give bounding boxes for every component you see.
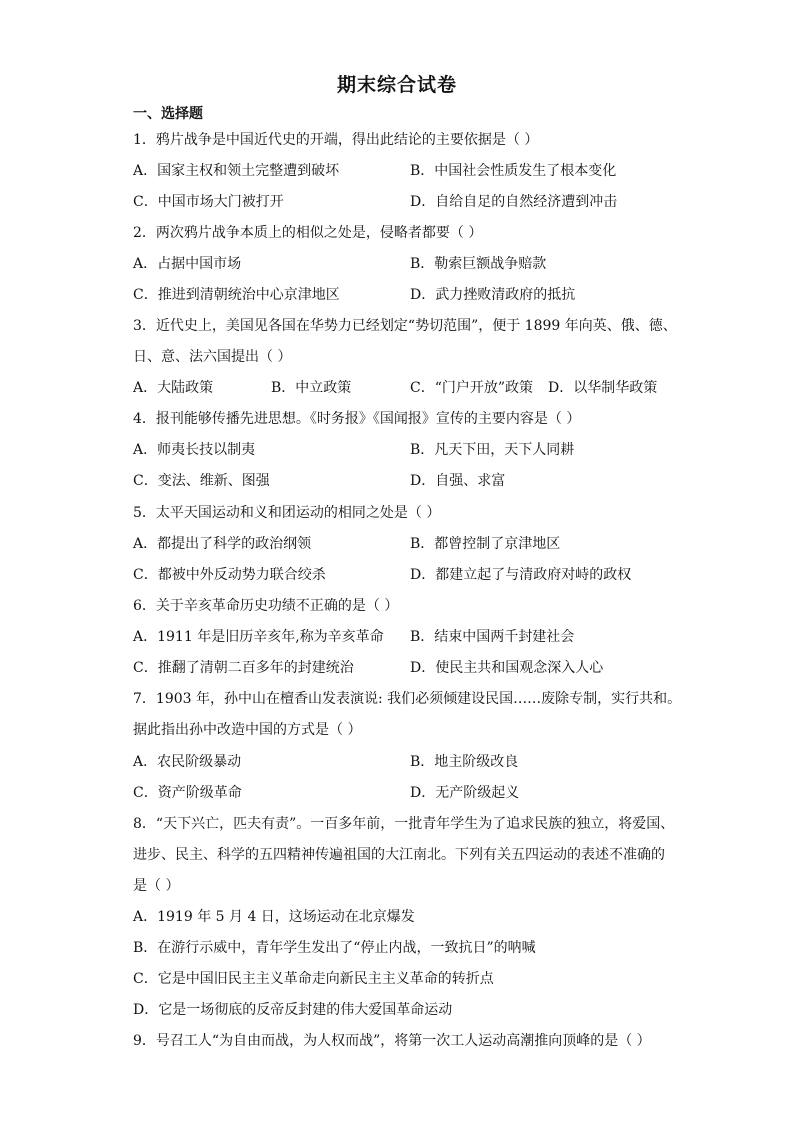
question-3-option-c[interactable]: C．“门户开放”政策	[410, 380, 534, 396]
page-title: 期末综合试卷	[336, 74, 457, 96]
question-3-option-b[interactable]: B．中立政策	[271, 380, 352, 396]
question-3-stem-line-2: 日、意、法六国提出（ ）	[133, 349, 292, 365]
question-7-option-b[interactable]: B．地主阶级改良	[410, 754, 519, 770]
question-8-option-c[interactable]: C．它是中国旧民主主义革命走向新民主主义革命的转折点	[133, 971, 494, 987]
question-6-option-c[interactable]: C．推翻了清朝二百多年的封建统治	[133, 660, 354, 676]
question-1-option-d[interactable]: D．自给自足的自然经济遭到冲击	[410, 194, 618, 210]
question-5-option-b[interactable]: B．都曾控制了京津地区	[410, 536, 561, 552]
question-2-option-a[interactable]: A．占据中国市场	[133, 256, 242, 272]
question-7-option-d[interactable]: D．无产阶级起义	[410, 785, 520, 801]
question-5-stem: 5．太平天国运动和义和团运动的相同之处是（ ）	[133, 505, 441, 521]
question-4-stem: 4．报刊能够传播先进思想。《时务报》《国闻报》宣传的主要内容是（ ）	[133, 411, 581, 427]
question-8-stem-line-2: 进步、民主、科学的五四精神传遍祖国的大江南北。下列有关五四运动的表述不准确的	[133, 847, 665, 863]
question-5-option-d[interactable]: D．都建立起了与清政府对峙的政权	[410, 567, 632, 583]
question-4-option-c[interactable]: C．变法、维新、图强	[133, 473, 270, 489]
question-7-stem-line-2: 据此指出孙中改造中国的方式是（ ）	[133, 722, 362, 738]
question-1-option-c[interactable]: C．中国市场大门被打开	[133, 194, 284, 210]
question-5-option-c[interactable]: C．都被中外反动势力联合绞杀	[133, 567, 326, 583]
section-heading: 一、选择题	[133, 106, 203, 122]
question-8-stem-line-3: 是（ ）	[133, 878, 180, 894]
question-1-option-a[interactable]: A．国家主权和领土完整遭到破坏	[133, 163, 340, 179]
question-4-option-d[interactable]: D．自强、求富	[410, 473, 506, 489]
question-3-option-a[interactable]: A．大陆政策	[133, 380, 214, 396]
question-8-option-b[interactable]: B．在游行示威中，青年学生发出了“停止内战，一致抗日”的呐喊	[133, 940, 536, 956]
question-6-stem: 6．关于辛亥革命历史功绩不正确的是（ ）	[133, 598, 399, 614]
question-9-stem: 9．号召工人“为自由而战，为人权而战”，将第一次工人运动高潮推向顶峰的是（ ）	[133, 1033, 651, 1049]
question-8-option-a[interactable]: A．1919 年 5 月 4 日，这场运动在北京爆发	[133, 909, 415, 925]
question-4-option-a[interactable]: A．师夷长技以制夷	[133, 442, 256, 458]
question-8-option-d[interactable]: D．它是一场彻底的反帝反封建的伟大爱国革命运动	[133, 1002, 453, 1018]
question-3-option-d[interactable]: D．以华制华政策	[548, 380, 658, 396]
question-6-option-a[interactable]: A．1911 年是旧历辛亥年,称为辛亥革命	[133, 629, 384, 645]
question-1-option-b[interactable]: B．中国社会性质发生了根本变化	[410, 163, 617, 179]
question-2-option-b[interactable]: B．勒索巨额战争赔款	[410, 256, 547, 272]
question-4-option-b[interactable]: B．凡天下田，天下人同耕	[410, 442, 575, 458]
question-2-option-d[interactable]: D．武力挫败清政府的抵抗	[410, 287, 576, 303]
question-2-stem: 2．两次鸦片战争本质上的相似之处是，侵略者都要（ ）	[133, 225, 483, 241]
question-7-stem-line-1: 7．1903 年，孙中山在檀香山发表演说: 我们必须倾建设民国……废除专制，实行共和。	[133, 691, 682, 707]
question-2-option-c[interactable]: C．推进到清朝统治中心京津地区	[133, 287, 340, 303]
question-7-option-c[interactable]: C．资产阶级革命	[133, 785, 242, 801]
question-6-option-b[interactable]: B．结束中国两千封建社会	[410, 629, 575, 645]
question-3-stem-line-1: 3．近代史上，美国见各国在华势力已经划定“势切范围”，便于 1899 年向英、俄、德、	[133, 318, 677, 334]
question-8-stem-line-1: 8．“天下兴亡，匹夫有责”。一百多年前，一批青年学生为了追求民族的独立，将爱国、	[133, 816, 675, 832]
question-1-stem: 1．鸦片战争是中国近代史的开端，得出此结论的主要依据是（ ）	[133, 132, 539, 148]
question-6-option-d[interactable]: D．使民主共和国观念深入人心	[410, 660, 604, 676]
question-7-option-a[interactable]: A．农民阶级暴动	[133, 754, 242, 770]
question-5-option-a[interactable]: A．都提出了科学的政治纲领	[133, 536, 312, 552]
